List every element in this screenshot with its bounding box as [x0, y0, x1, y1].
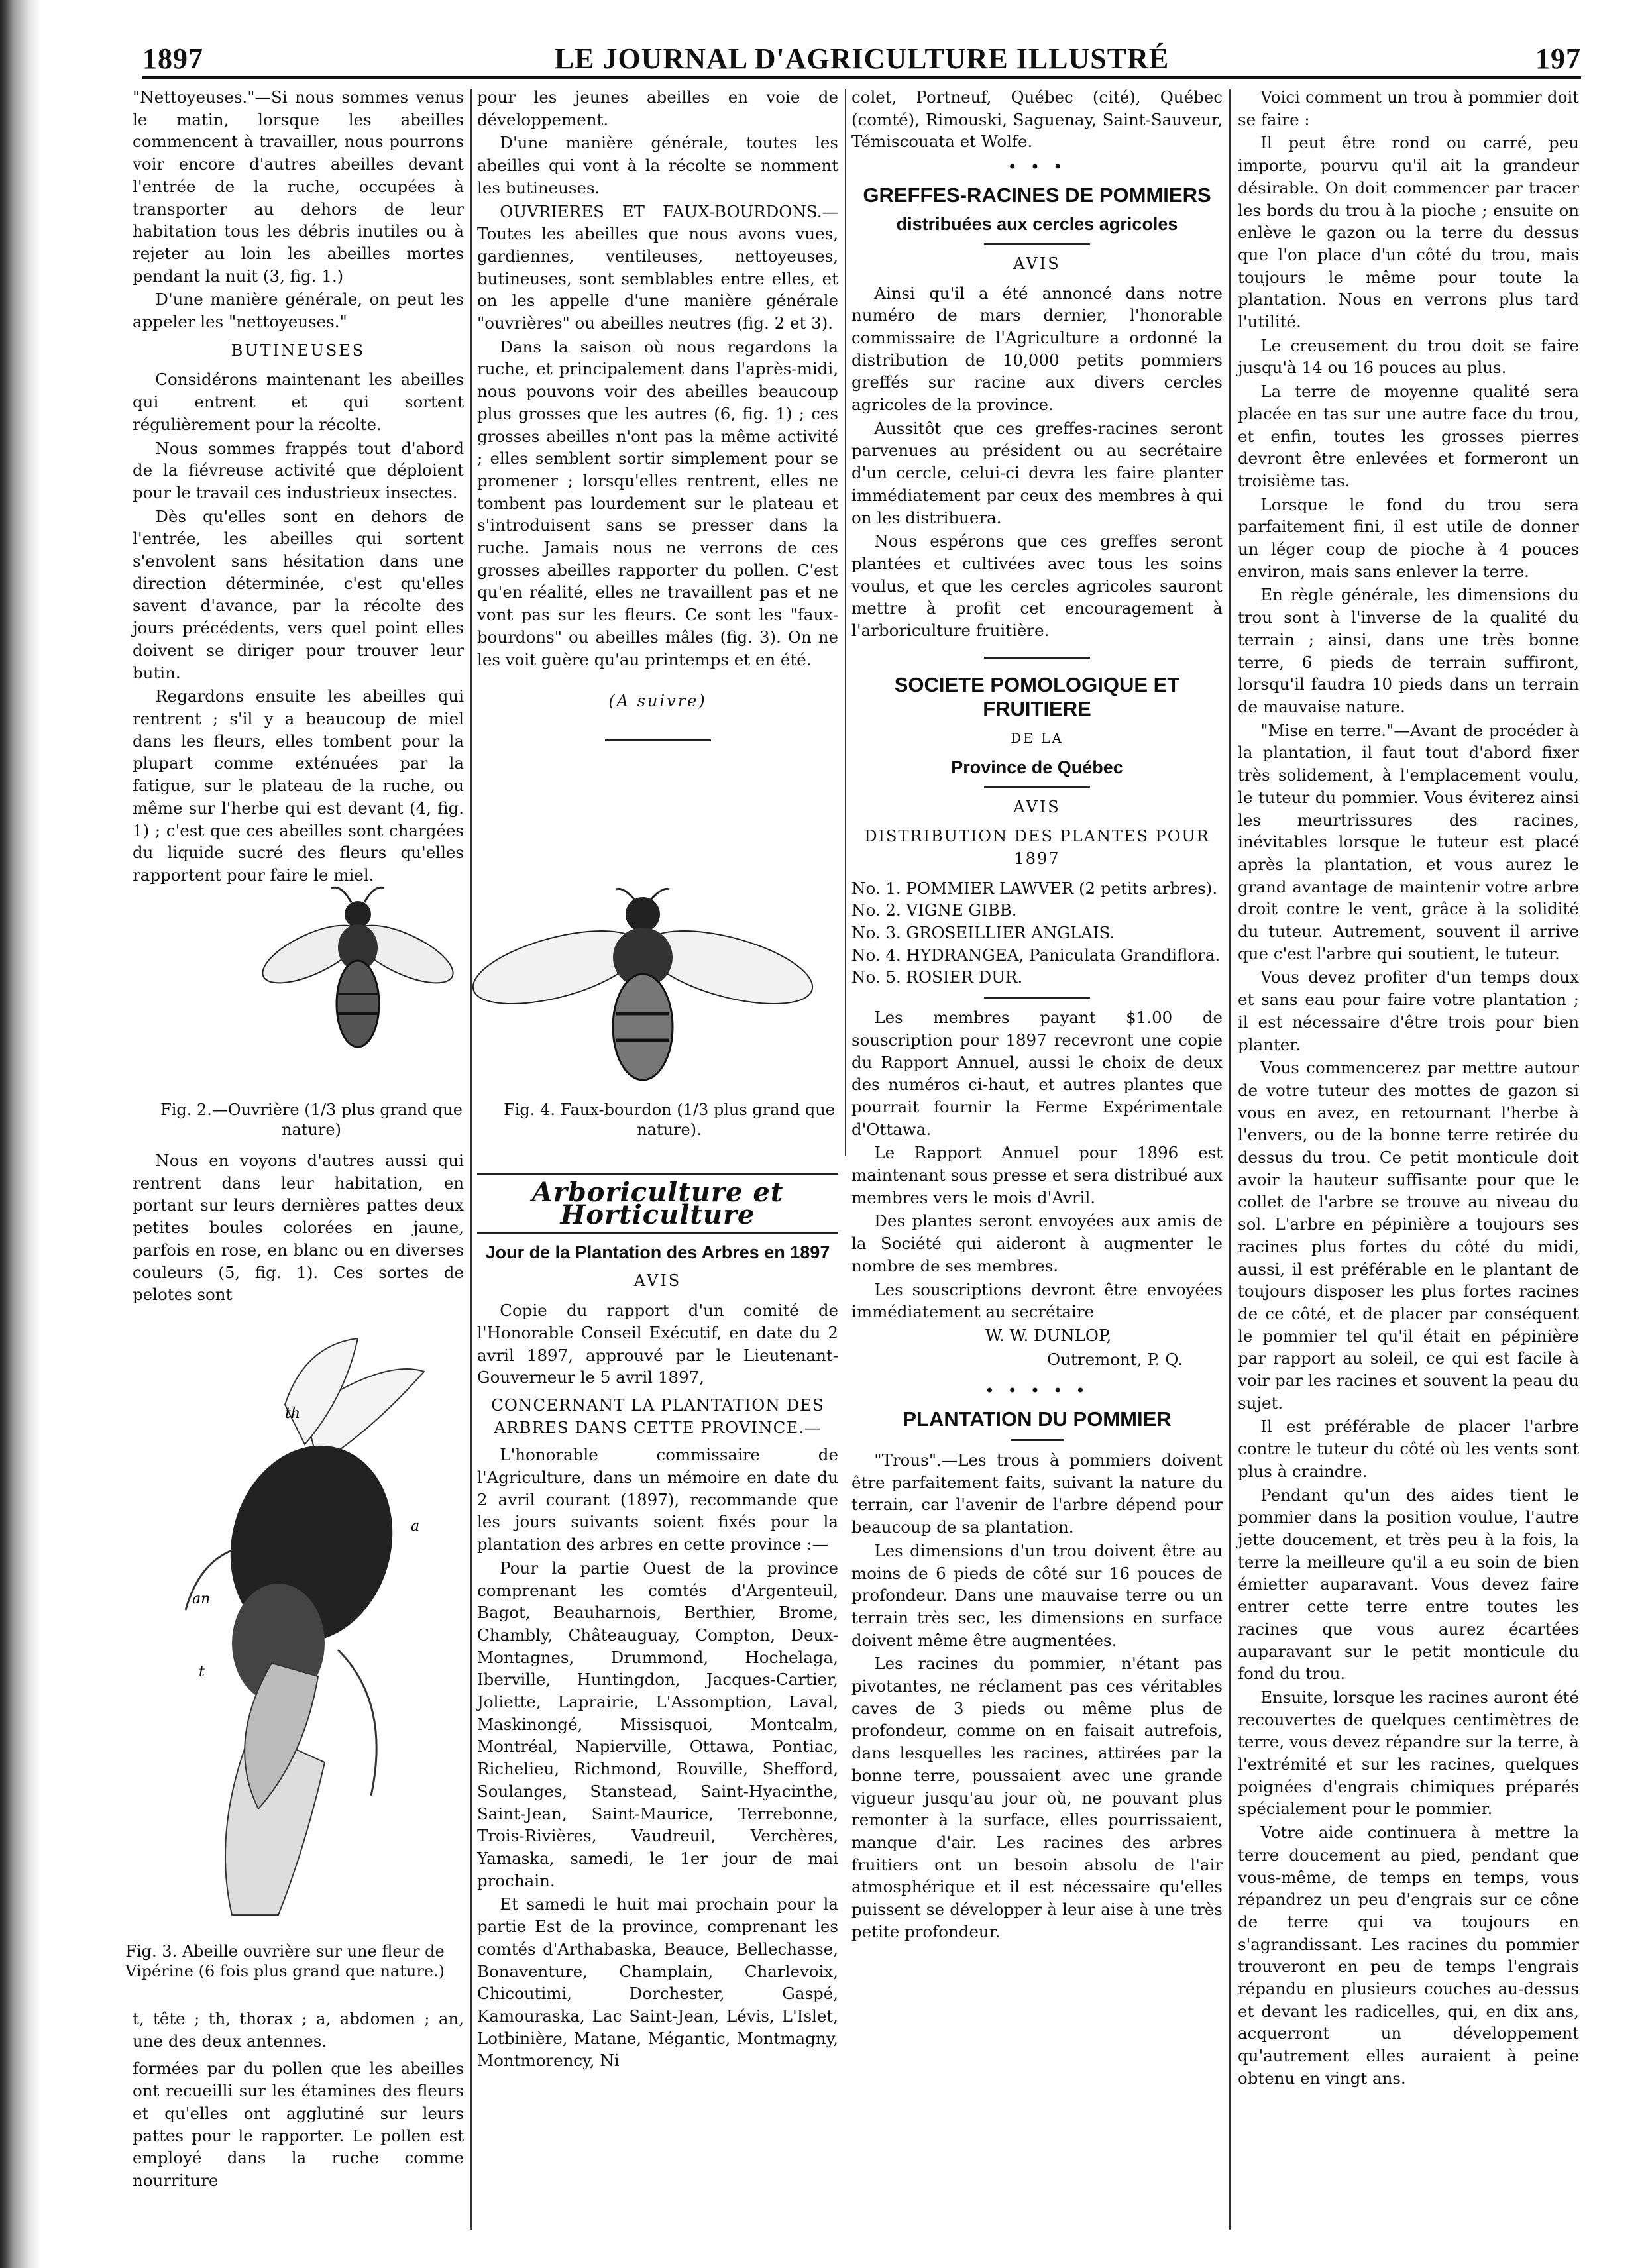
- paragraph: Nous sommes frappés tout d'abord de la fiévreuse activité que déploient pour le travail ces industrieux insectes.: [133, 438, 464, 502]
- figure-2-caption: Fig. 2.—Ouvrière (1/3 plus grand que nature): [160, 1101, 463, 1139]
- paragraph: Aussitôt que ces greffes-racines seront parvenues au président ou au secrétaire d'un cercle, celui-ci devra les faire planter immédiatement par ceux des membres à qui on les distribuera.: [851, 418, 1223, 527]
- list-item: No. 1. POMMIER LAWVER (2 petits arbres).: [851, 878, 1218, 898]
- column-2-top: [477, 86, 838, 749]
- paragraph: Des plantes seront envoyées aux amis de la Société qui aideront à augmenter le nombre de ses membres.: [851, 1211, 1223, 1275]
- paragraph: La terre de moyenne qualité sera placée en tas sur une autre face du trou, et enfin, toutes les grosses pierres devront être enlevées et formeront un troisième tas.: [1238, 382, 1579, 490]
- section-heading: BUTINEUSES: [231, 341, 366, 360]
- paragraph: Et samedi le huit mai prochain pour la partie Est de la province, comprenant les comtés d'Arthabaska, Beauce, Bellechasse, Bonaventure, Champlain, Charlevoix, Chicoutimi, Dorchester, Gaspé, Kamouraska, Lac Saint-Jean, Lévis, L'Islet, Lotbinière, Matane, Mégantic, Montmagny, Montmorency, Ni: [477, 1894, 838, 2071]
- worker-bee-illustration: [252, 881, 464, 1080]
- divider: [984, 657, 1090, 659]
- page-header: [142, 36, 1581, 79]
- page-binding-edge: [0, 0, 41, 2268]
- list-item: No. 3. GROSEILLIER ANGLAIS.: [851, 922, 1115, 942]
- continued-note: (A suivre): [608, 692, 707, 711]
- article-subtitle: distribuées aux cercles agricoles: [896, 213, 1178, 234]
- drone-bee-illustration: [457, 881, 828, 1100]
- paragraph: Pendant qu'un des aides tient le pommier dans la position voulue, l'autre jette doucement, et très peu à la fois, la terre la meilleure qu'il a eu soin de bien émietter auparavant. Vous devez faire entrer cette terre entre toutes les racines que vous aurez écartées auparavant sur le petit monticule du fond du trou.: [1238, 1485, 1579, 1684]
- plant-list: [851, 877, 1223, 989]
- notice-label: AVIS: [1013, 798, 1061, 817]
- divider: [984, 786, 1090, 788]
- divider: [477, 1232, 838, 1234]
- section-title: Arboriculture et Horticulture: [531, 1177, 784, 1230]
- paragraph: Regardons ensuite les abeilles qui rentrent ; s'il y a beaucoup de miel dans les fleurs, elles tombent pour la plupart comme exténuées par la fatigue, sur le plateau de la ruche, ou même sur l'herbe qui est devant (4, fig. 1) ; c'est que ces abeilles sont chargées du liquide sucré des fleurs qu'elles rapportent pour faire le miel.: [133, 686, 464, 885]
- svg-text:an: an: [192, 1591, 211, 1607]
- column-2-lower: [477, 1166, 838, 2073]
- paragraph: Copie du rapport d'un comité de l'Honorable Conseil Exécutif, en date du 2 avril 1897, approuvé par le Lieutenant-Gouverneur le 5 avril 1897,: [477, 1301, 838, 1387]
- figure-3-caption: Fig. 3. Abeille ouvrière sur une fleur de Vipérine (6 fois plus grand que nature.): [125, 1942, 445, 1980]
- column-1: [133, 86, 464, 888]
- column-4: [1238, 86, 1579, 2091]
- article-title: GREFFES-RACINES DE POMMIERS: [863, 183, 1211, 207]
- paragraph: Pour la partie Ouest de la province comprenant les comtés d'Argenteuil, Bagot, Beauharnois, Berthier, Brome, Chambly, Châteauguay, Compton, Deux-Montagnes, Drummond, Hochelaga, Iberville, Huntingdon, Jacques-Cartier, Joliette, Laprairie, L'Assomption, Laval, Maskinongé, Missisquoi, Montcalm, Montréal, Napierville, Ottawa, Pontiac, Richelieu, Richmond, Rouville, Shefford, Soulanges, Stanstead, Saint-Hyacinthe, Saint-Jean, Saint-Maurice, Terrebonne, Trois-Rivières, Vaudreuil, Verchères, Yamaska, samedi, le 1er jour de mai prochain.: [477, 1558, 838, 1890]
- article-title: Jour de la Plantation des Arbres en 1897: [485, 1242, 830, 1263]
- paragraph: Votre aide continuera à mettre la terre doucement au pied, pendant que vous-même, de temps en temps, vous répandrez un peu d'engrais sur ce cône de terre qui va toujours en s'agrandissant. Les racines du pommier trouveront en peu de temps l'engrais répandu en plusieurs couches au-dessus et devant les radicelles, qui, en dix ans, acquerront un développement qu'autrement elles auraient à peine obtenu en vingt ans.: [1238, 1823, 1579, 2088]
- figure-legend: t, tête ; th, thorax ; a, abdomen ; an, une des deux antennes.: [133, 2009, 464, 2051]
- column-1-lower: [133, 1150, 464, 1307]
- paragraph: Le creusement du trou doit se faire jusqu'à 14 ou 16 pouces au plus.: [1238, 335, 1579, 378]
- paragraph: Les racines du pommier, n'étant pas pivotantes, ne réclament pas ces véritables caves de 3 pieds ou même plus de profondeur, comme on en faisait autrefois, dans lesquelles les racines, attirées par la bonne terre, poussaient avec une grande vigueur jusqu'au jour où, ne pouvant plus remonter à la surface, elles pourrissaient, manque d'air. Les racines des arbres fruitiers ont un besoin absolu de l'air atmosphérique et il est nécessaire qu'elles puissent se développer à leur aise à une très petite profondeur.: [851, 1654, 1223, 1941]
- paragraph: Les dimensions d'un trou doivent être au moins de 6 pieds de côté sur 16 pouces de profondeur. Dans une mauvaise terre ou un terrain très sec, les dimensions en surface doivent même être augmentées.: [851, 1540, 1223, 1650]
- svg-text:a: a: [411, 1518, 420, 1535]
- signature-place: Outremont, P. Q.: [1047, 1349, 1183, 1369]
- header-title: LE JOURNAL D'AGRICULTURE ILLUSTRÉ: [554, 42, 1170, 75]
- divider: [984, 243, 1090, 245]
- separator-dots: • • •: [1007, 157, 1067, 177]
- paragraph: Il peut être rond ou carré, peu importe, pourvu qu'il ait la grandeur désirable. On doit commencer par tracer les bords du trou à la pioche ; ensuite on enlève le gazon ou la terre du dessus que l'on place d'un côté du trou, mais toujours le même pour toute la plantation. Nous en verrons plus tard l'utilité.: [1238, 133, 1579, 332]
- distribution-heading: DISTRIBUTION DES PLANTES POUR 1897: [864, 827, 1210, 868]
- notice-label: AVIS: [633, 1271, 682, 1291]
- column-1-bottom: [133, 2008, 464, 2193]
- notice-label: AVIS: [1013, 254, 1061, 273]
- paragraph: En règle générale, les dimensions du trou sont à l'inverse de la qualité du terrain ; ainsi, dans une très bonne terre, 6 pieds de terrain suffiront, lorsqu'il faudra 10 pieds dans un terrain de mauvaise nature.: [1238, 585, 1579, 716]
- paragraph: Considérons maintenant les abeilles qui entrent et qui sortent régulièrement pour la récolte.: [133, 370, 464, 434]
- paragraph: D'une manière générale, on peut les appeler les "nettoyeuses.": [133, 290, 464, 332]
- paragraph: Les souscriptions devront être envoyées immédiatement au secrétaire: [851, 1279, 1223, 1322]
- list-item: No. 4. HYDRANGEA, Paniculata Grandiflora.: [851, 945, 1221, 965]
- paragraph: Le Rapport Annuel pour 1896 est maintenant sous presse et sera distribué aux membres vers le mois d'Avril.: [851, 1143, 1223, 1207]
- column-3: [851, 86, 1223, 1945]
- divider: [984, 997, 1090, 999]
- worker-bee-on-flower-illustration: [172, 1332, 464, 1928]
- svg-text:t: t: [199, 1664, 205, 1680]
- paragraph: Il est préférable de placer l'arbre contre le tuteur du côté où les vents sont plus à craindre.: [1238, 1417, 1579, 1481]
- paragraph: "Trous".—Les trous à pommiers doivent être parfaitement faits, suivant la nature du terrain, car l'avenir de l'arbre dépend pour beaucoup de sa plantation.: [851, 1450, 1223, 1537]
- divider: [1011, 1439, 1064, 1441]
- signature-name: W. W. DUNLOP,: [985, 1325, 1112, 1345]
- paragraph: Nous espérons que ces greffes seront plantées et cultivées avec tous les soins voulus, et que les cercles agricoles sauront mettre à profit cet encouragement à l'arboriculture fruitière.: [851, 531, 1223, 641]
- paragraph: Lorsque le fond du trou sera parfaitement fini, il est utile de donner un léger coup de pioche à 4 pouces environ, mais sans enlever la terre.: [1238, 494, 1579, 581]
- paragraph: Nous en voyons d'autres aussi qui rentrent dans leur habitation, en portant sur leurs dernières pattes deux petites boules colorées en jaune, parfois en rose, en blanc ou en diverses couleurs (5, fig. 1). Ces sortes de pelotes sont: [133, 1151, 464, 1305]
- paragraph: Voici comment un trou à pommier doit se faire :: [1238, 87, 1579, 129]
- list-item: No. 5. ROSIER DUR.: [851, 967, 1023, 987]
- paragraph: pour les jeunes abeilles en voie de développement.: [477, 87, 838, 129]
- paragraph: Les membres payant $1.00 de souscription pour 1897 recevront une copie du Rapport Annuel, aussi le choix de deux des numéros ci-haut, et autres plantes que pourrait fournir la Ferme Expérimentale d'Ottawa.: [851, 1008, 1223, 1139]
- paragraph: Ainsi qu'il a été annoncé dans notre numéro de mars dernier, l'honorable commissaire de l'Agriculture a ordonné la distribution de 10,000 petits pommiers greffés sur racine aux divers cercles agricoles de la province.: [851, 283, 1223, 415]
- paragraph: OUVRIERES ET FAUX-BOURDONS.—Toutes les abeilles que nous avons vues, gardiennes, ventileuses, nettoyeuses, butineuses, sont semblables entre elles, et on les appelle d'une manière générale "ouvrières" ou abeilles neutres (fig. 2 et 3).: [477, 201, 838, 333]
- paragraph: D'une manière générale, toutes les abeilles qui vont à la récolte se nomment les butineuses.: [477, 133, 838, 197]
- subheading: CONCERNANT LA PLANTATION DES ARBRES DANS CETTE PROVINCE.—: [491, 1395, 824, 1437]
- society-title: SOCIETE POMOLOGIQUE ET FRUITIERE: [894, 673, 1180, 720]
- paragraph: L'honorable commissaire de l'Agriculture, dans un mémoire en date du 2 avril courant (1897), recommande que les jours suivants soient fixés pour la plantation des arbres en cette province :—: [477, 1445, 838, 1554]
- article-title: PLANTATION DU POMMIER: [903, 1407, 1172, 1431]
- column-rule: [470, 89, 472, 2230]
- paragraph: colet, Portneuf, Québec (cité), Québec (comté), Rimouski, Saguenay, Saint-Sauveur, Témiscouata et Wolfe.: [851, 87, 1223, 152]
- society-de-la: DE LA: [1011, 729, 1064, 746]
- province-title: Province de Québec: [951, 757, 1123, 778]
- svg-text:th: th: [285, 1405, 301, 1422]
- header-page-number: 197: [1535, 42, 1581, 75]
- separator-dots: • • • • •: [985, 1381, 1089, 1401]
- list-item: No. 2. VIGNE GIBB.: [851, 900, 1017, 920]
- column-rule: [845, 89, 846, 1156]
- paragraph: Ensuite, lorsque les racines auront été recouvertes de quelques centimètres de terre, vous devez répandre sur la terre, à l'extrémité et sur les racines, quelques poignées d'engrais chimiques préparés spécialement pour le pommier.: [1238, 1687, 1580, 1819]
- column-rule: [1229, 89, 1231, 2230]
- paragraph: Dès qu'elles sont en dehors de l'entrée, les abeilles qui sortent s'envolent sans hésitation dans une direction déterminée, c'est qu'elles savent d'avance, par la récolte des jours précédents, vers quel point elles doivent se diriger pour trouver leur butin.: [133, 506, 464, 682]
- paragraph: Vous devez profiter d'un temps doux et sans eau pour faire votre plantation ; il est nécessaire d'être trois pour bien planter.: [1238, 967, 1579, 1054]
- paragraph: Dans la saison où nous regardons la ruche, et principalement dans l'après-midi, nous pouvons voir des abeilles beaucoup plus grosses que les autres (6, fig. 1) ; ces grosses abeilles n'ont pas la même activité ; elles semblent sortir simplement pour se promener ; lorsqu'elles rentrent, elles ne tombent pas lourdement sur le plateau et s'introduisent sans se presser dans la ruche. Jamais nous ne verrons de ces grosses abeilles rapporter du pollen. C'est qu'en réalité, elles ne travaillent pas et ne vont pas sur les fleurs. Ce sont les "faux-bourdons" ou abeilles mâles (fig. 3). On ne les voit guère qu'au printemps et en été.: [477, 337, 838, 669]
- paragraph: "Nettoyeuses."—Si nous sommes venus le matin, lorsque les abeilles commencent à travailler, nous pourrons voir encore d'autres abeilles devant l'entrée de la ruche, occupées à transporter au dehors de leur habitation tous les débris inutiles ou à rejeter au loin les abeilles mortes pendant la nuit (3, fig. 1.): [133, 87, 464, 286]
- paragraph: formées par du pollen que les abeilles ont recueilli sur les étamines des fleurs et qu'elles ont agglutiné sur leurs pattes pour le rapporter. Le pollen est employé dans la ruche comme nourriture: [133, 2059, 464, 2190]
- figure-4-caption: Fig. 4. Faux-bourdon (1/3 plus grand que nature).: [504, 1101, 835, 1139]
- divider: [477, 1173, 838, 1175]
- header-year: 1897: [142, 42, 203, 75]
- divider: [605, 739, 711, 741]
- paragraph: "Mise en terre."—Avant de procéder à la plantation, il faut tout d'abord fixer très solidement, à l'emplacement voulu, le tuteur du pommier. Vous éviterez ainsi les meurtrissures des racines, inévitables lorsque le tuteur est placé après la plantation, et vous aurez le grand avantage de maintenir votre arbre droit contre le vent, grâce à la solidité du tuteur. Autrement, souvent il arrive que c'est l'arbre qui soutient, le tuteur.: [1238, 720, 1579, 963]
- paragraph: Vous commencerez par mettre autour de votre tuteur des mottes de gazon si vous en avez, en retournant l'herbe à l'envers, ou de la bonne terre retirée du dessus du trou. Ce petit monticule doit avoir la hauteur suffisante pour que le collet de l'arbre se trouve au niveau du sol. L'arbre en pépinière a toujours ses racines plus fortes du côté du midi, aussi, il est préférable en le plantant de toujours disposer les plus fortes racines de ce côté, et de placer par conséquent le pommier tel qu'il était en pépinière par rapport au soleil, ce qui est facile à voir par les racines et souvent la peau du sujet.: [1238, 1058, 1579, 1413]
